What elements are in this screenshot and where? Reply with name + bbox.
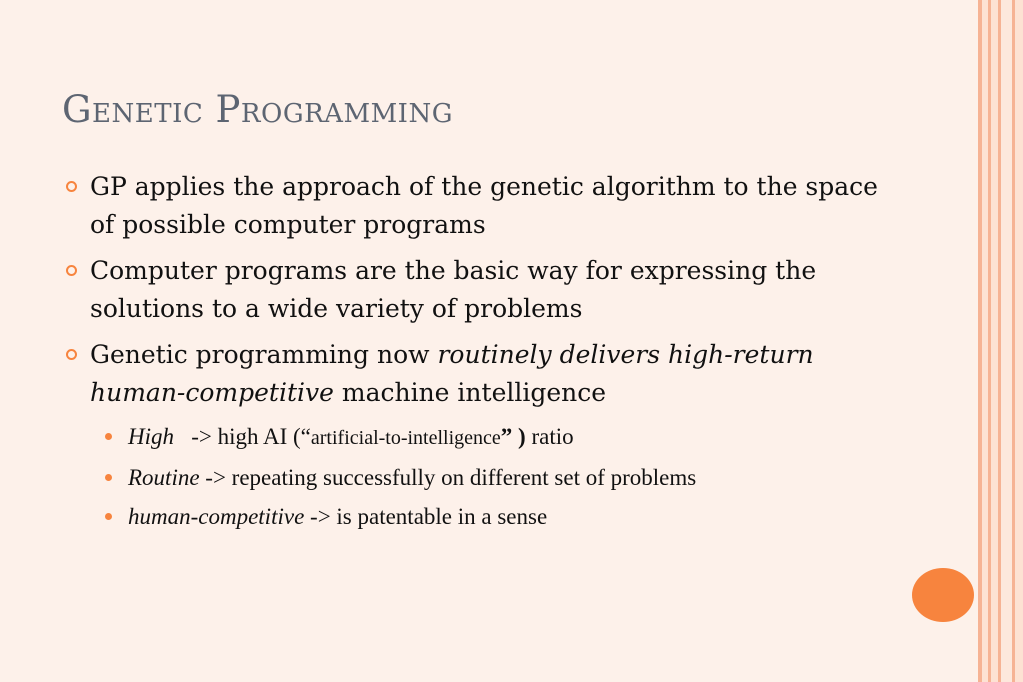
sub-bullet-term: Routine (128, 465, 200, 490)
sub-bullet-text: ratio (525, 424, 574, 449)
sub-bullet-item (66, 500, 886, 533)
bullet-text: machine intelligence (333, 378, 607, 407)
ring-bullet-icon (66, 349, 77, 360)
bullet-item (66, 252, 886, 328)
bullet-list (66, 168, 886, 539)
decorative-stripe (991, 0, 998, 682)
sub-bullet-term: High (128, 424, 174, 449)
sub-bullet-term: human-competitive (128, 504, 305, 529)
dot-bullet-icon (105, 513, 112, 520)
ring-bullet-icon (66, 265, 77, 276)
sub-bullet-text: -> is patentable in a sense (304, 504, 548, 529)
sub-bullet-text: ” ) (500, 424, 526, 449)
sub-bullet-item (66, 461, 886, 494)
sub-bullet-item (66, 420, 886, 455)
bullet-text: Genetic programming now (90, 340, 438, 369)
ring-bullet-icon (66, 181, 77, 192)
decorative-stripe (1001, 0, 1012, 682)
bullet-emphasis: routinely delivers high-return human-competitive (90, 340, 814, 407)
sub-bullet-text: -> high AI (“ (174, 424, 311, 449)
dot-bullet-icon (105, 433, 112, 440)
bullet-text: GP applies the approach of the genetic algorithm to the space of possible computer programs (90, 172, 878, 239)
decorative-circle (912, 568, 974, 622)
sub-bullet-text: -> repeating successfully on different set of problems (199, 465, 697, 490)
slide-title: Genetic Programming (62, 88, 453, 131)
sub-bullet-text: artificial-to-intelligence (310, 427, 501, 449)
bullet-item (66, 168, 886, 244)
bullet-text: Computer programs are the basic way for expressing the solutions to a wide variety of problems (90, 256, 817, 323)
bullet-item (66, 336, 886, 412)
decorative-stripe (1015, 0, 1023, 682)
dot-bullet-icon (105, 474, 112, 481)
